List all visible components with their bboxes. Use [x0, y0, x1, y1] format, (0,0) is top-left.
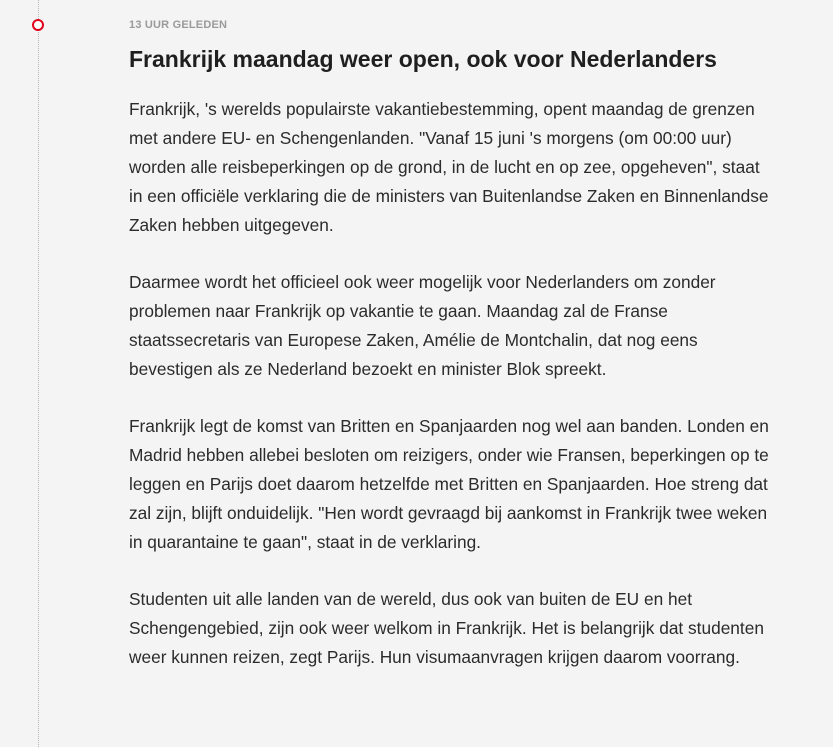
article-headline[interactable]: Frankrijk maandag weer open, ook voor Nederlanders [129, 46, 717, 72]
article-paragraph-3: Frankrijk legt de komst van Britten en Spanjaarden nog wel aan banden. Londen en Madrid hebben allebei besloten om reizigers, onder wie Fransen, beperkingen op te leggen en Parijs doet daarom hetzelfde met Britten en Spanjaarden. Hoe streng dat zal zijn, blijft onduidelijk. "Hen wordt gevraagd bij aankomst in Frankrijk twee weken in quarantaine te gaan", staat in de verklaring. [129, 416, 769, 552]
timeline-line [38, 0, 39, 747]
timeline-marker-icon [32, 19, 44, 31]
article-paragraph-4: Studenten uit alle landen van de wereld, dus ook van buiten de EU en het Schengengebied, zijn ook weer welkom in Frankrijk. Het is belangrijk dat studenten weer kunnen reizen, zegt Parijs. Hun visumaanvragen krijgen daarom voorrang. [129, 589, 764, 667]
article-paragraph-2: Daarmee wordt het officieel ook weer mogelijk voor Nederlanders om zonder problemen naar Frankrijk op vakantie te gaan. Maandag zal de Franse staatssecretaris van Europese Zaken, Amélie de Montchalin, dat nog eens bevestigen als ze Nederland bezoekt en minister Blok spreekt. [129, 272, 716, 379]
article-paragraph-1: Frankrijk, 's werelds populairste vakantiebestemming, opent maandag de grenzen met andere EU- en Schengenlanden. "Vanaf 15 juni 's morgens (om 00:00 uur) worden alle reisbeperkingen op de grond, in de lucht en op zee, opgeheven", staat in een officiële verklaring die de ministers van Buitenlandse Zaken en Binnenlandse Zaken hebben uitgegeven. [129, 99, 769, 235]
timestamp: 13 UUR GELEDEN [129, 19, 228, 31]
news-article [129, 16, 769, 672]
